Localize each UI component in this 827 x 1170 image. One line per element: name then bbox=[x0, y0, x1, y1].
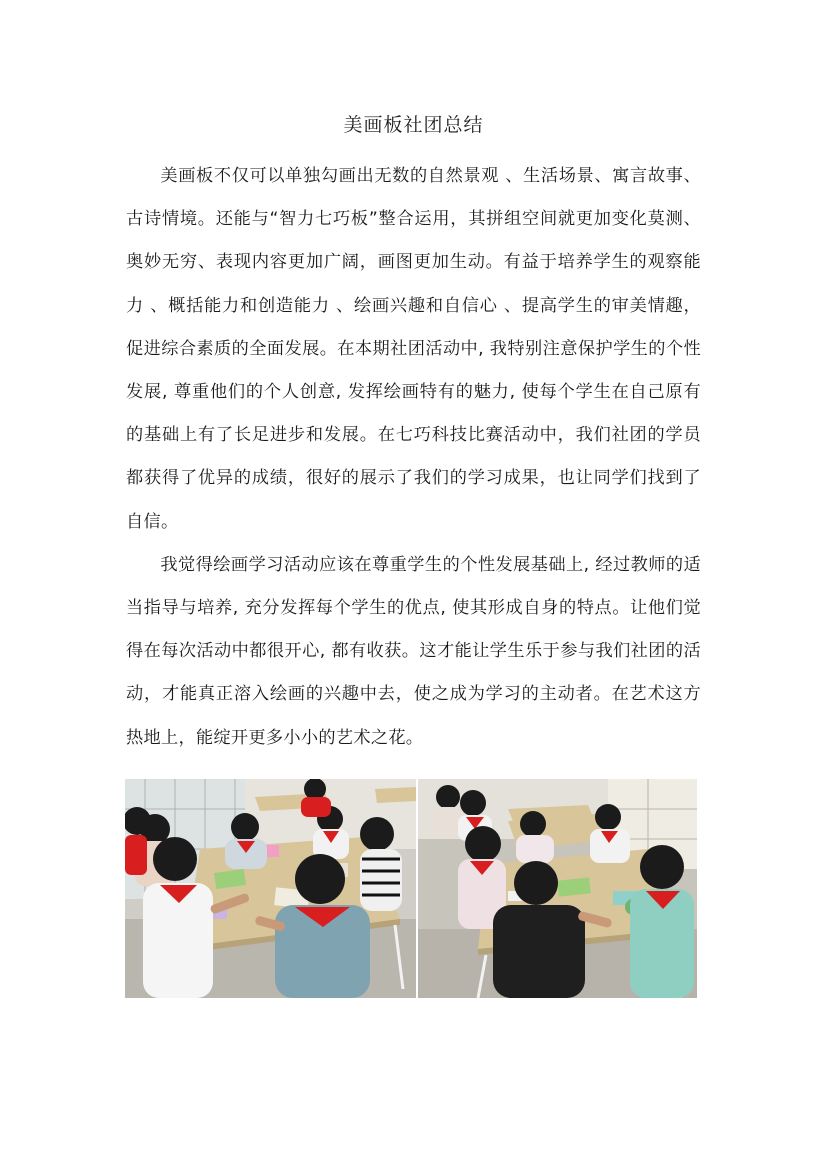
classroom-photo-left bbox=[125, 779, 416, 998]
document-body bbox=[126, 155, 701, 760]
paragraph-1: 美画板不仅可以单独勾画出无数的自然景观 、生活场景、寓言故事、古诗情境。还能与“智力七巧板”整合运用，其拼组空间就更加变化莫测、奥妙无穷、表现内容更加广阔，画图更加生动。有益于培养学生的观察能力 、概括能力和创造能力 、绘画兴趣和自信心 、提高学生的审美情趣，促进综合素质的全面发展。在本期社团活动中, 我特别注意保护学生的个性发展, 尊重他们的个人创意, 发挥绘画特有的魅力, 使每个学生在自己原有的基础上有了长足进步和发展。在七巧科技比赛活动中，我们社团的学员都获得了优异的成绩，很好的展示了我们的学习成果，也让同学们找到了自信。 bbox=[126, 166, 701, 532]
document-title: 美画板社团总结 bbox=[343, 114, 484, 136]
paragraph-2: 我觉得绘画学习活动应该在尊重学生的个性发展基础上, 经过教师的适当指导与培养, 充分发挥每个学生的优点, 使其形成自身的特点。让他们觉得在每次活动中都很开心, 都有收获。这才能让学生乐于参与我们社团的活动，才能真正溶入绘画的兴趣中去，使之成为学习的主动者。在艺术这方热地上，能绽开更多小小的艺术之花。 bbox=[126, 554, 701, 748]
photo-strip bbox=[125, 779, 697, 998]
classroom-photo-right bbox=[418, 779, 697, 998]
